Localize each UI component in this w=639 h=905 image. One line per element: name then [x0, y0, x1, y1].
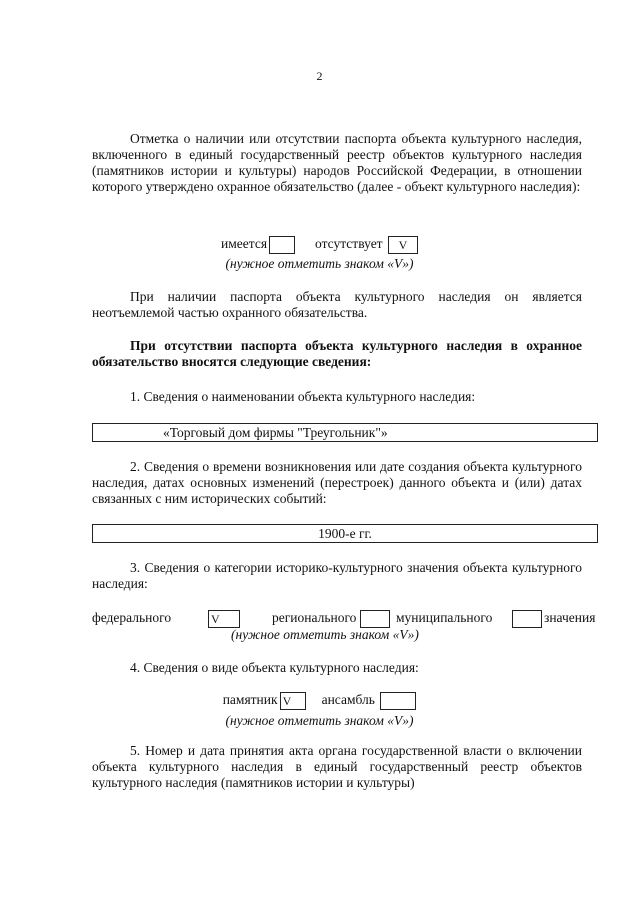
type-hint: (нужное отметить знаком «V»)	[225, 713, 414, 728]
passport-absent-checkbox[interactable]: V	[388, 236, 418, 254]
category-municipal-label: муниципального	[396, 610, 493, 625]
category-federal-label: федерального	[92, 610, 172, 625]
category-municipal-checkbox[interactable]	[512, 610, 542, 628]
item2-value-field	[92, 524, 598, 543]
passport-checkbox-row	[0, 236, 639, 254]
item5-label: 5. Номер и дата принятия акта органа государственной власти о включении объекта культурного наследия в единый государственный реестр объектов культурного наследия (памятников истории и культуры)	[92, 743, 582, 790]
item1-label: 1. Сведения о наименовании объекта культурного наследия:	[130, 389, 476, 404]
item2-value: 1900-е гг.	[318, 526, 372, 541]
page-number: 2	[316, 69, 323, 83]
passport-absent-label: отсутствует	[315, 236, 383, 252]
passport-hint: (нужное отметить знаком «V»)	[225, 256, 414, 271]
item1-value-field	[92, 423, 598, 442]
intro-paragraph: Отметка о наличии или отсутствии паспорта объекта культурного наследия, включенного в единый государственный реестр объектов культурного наследия (памятников истории и культуры) народов Российской Федерации, в отношении которого утверждено охранное обязательство (далее - объект культурного наследия):	[92, 131, 582, 194]
category-regional-checkbox[interactable]	[360, 610, 390, 628]
type-monument-label: памятник	[222, 692, 278, 708]
absence-heading: При отсутствии паспорта объекта культурного наследия в охранное обязательство вносятся следующие сведения:	[92, 338, 582, 369]
item4-label: 4. Сведения о виде объекта культурного наследия:	[130, 660, 419, 675]
type-monument-checkbox[interactable]: V	[280, 692, 306, 710]
type-ensemble-checkbox[interactable]	[380, 692, 416, 710]
item1-value: «Торговый дом фирмы "Треугольник"»	[163, 425, 388, 440]
category-hint: (нужное отметить знаком «V»)	[231, 627, 419, 642]
category-suffix: значения	[544, 610, 596, 625]
passport-note: При наличии паспорта объекта культурного наследия он является неотъемлемой частью охранного обязательства.	[92, 289, 582, 320]
item3-label: 3. Сведения о категории историко-культурного значения объекта культурного наследия:	[92, 560, 582, 591]
category-federal-checkbox[interactable]: V	[208, 610, 240, 628]
passport-exists-checkbox[interactable]	[269, 236, 295, 254]
item2-label: 2. Сведения о времени возникновения или дате создания объекта культурного наследия, датах основных изменений (перестроек) данного объекта и (или) датах связанных с ним исторических событий:	[92, 459, 582, 506]
category-checkbox-row	[92, 610, 602, 628]
type-checkbox-row	[0, 692, 639, 710]
passport-exists-label: имеется	[221, 236, 268, 252]
category-regional-label: регионального	[272, 610, 357, 625]
type-ensemble-label: ансамбль	[321, 692, 375, 708]
